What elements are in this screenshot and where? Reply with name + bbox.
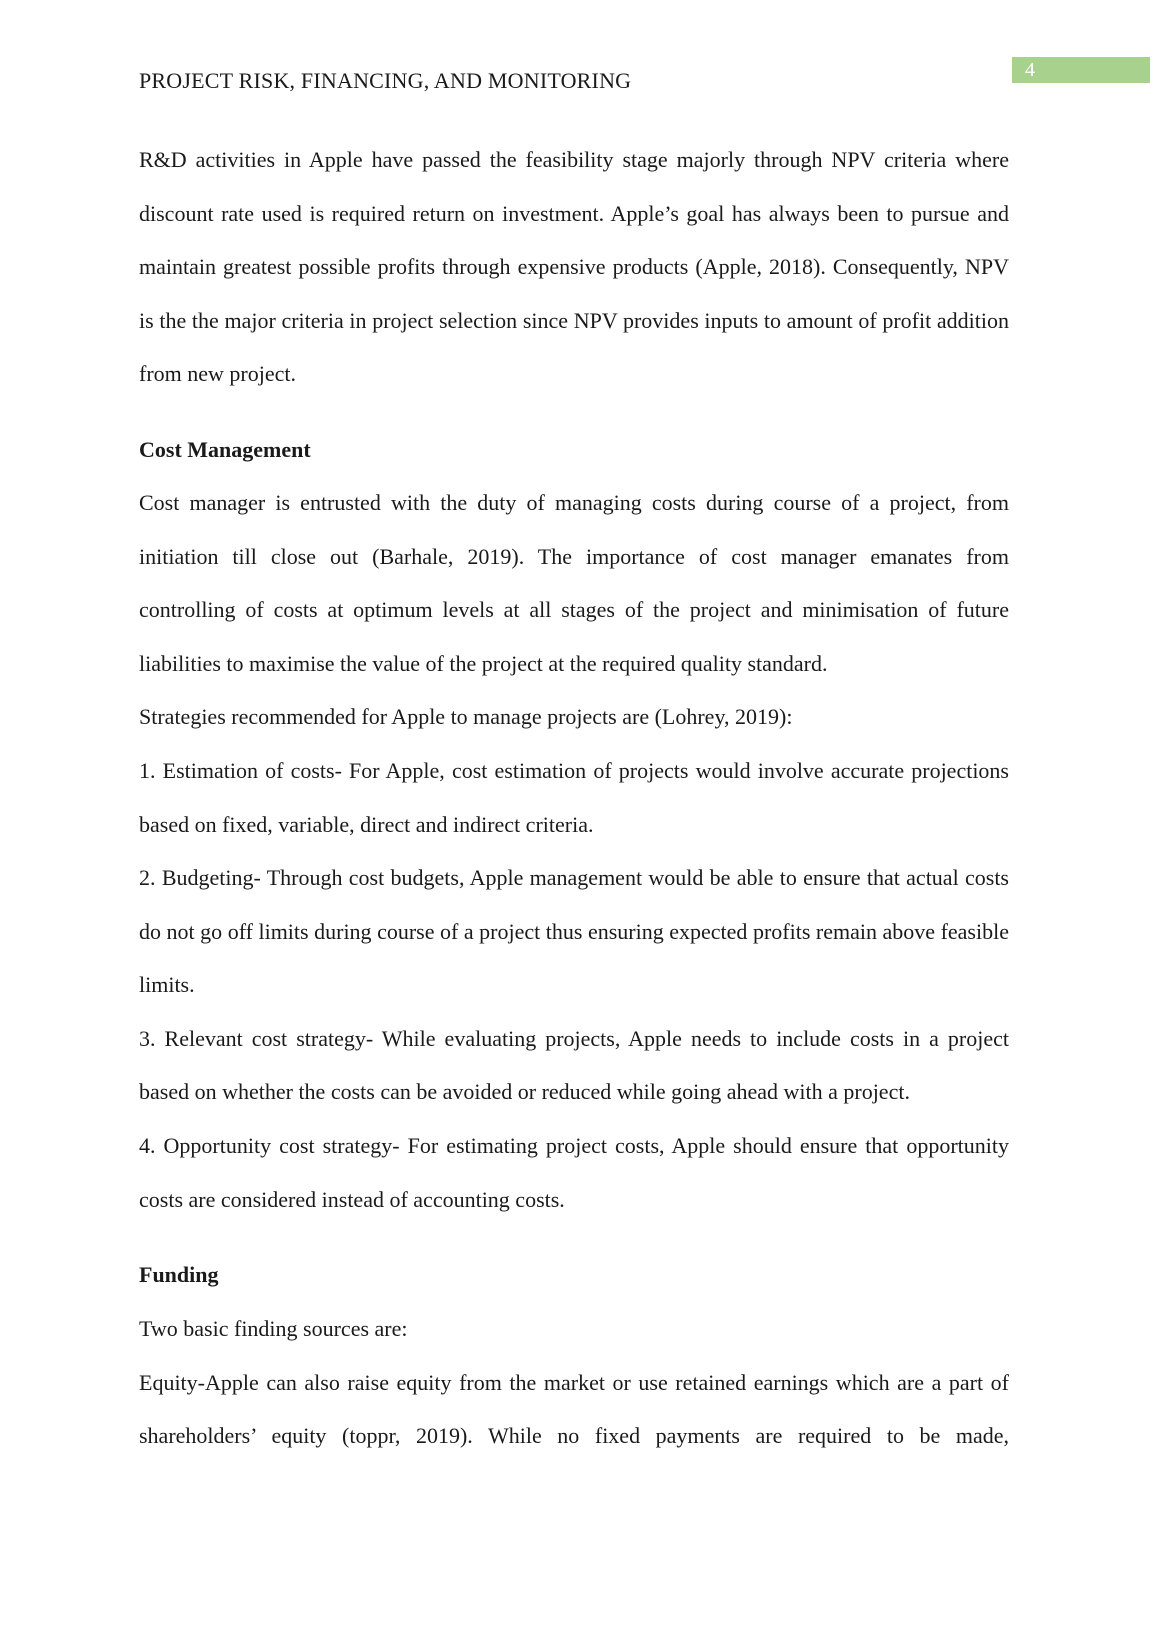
strategies-intro: Strategies recommended for Apple to manage projects are (Lohrey, 2019): [139, 704, 793, 730]
strategy-item: 1. Estimation of costs- For Apple, cost estimation of projects would involve accurate projections based on fixed, variable, direct and indirect criteria. [139, 758, 1009, 837]
funding-intro: Two basic finding sources are: [139, 1315, 408, 1341]
equity-paragraph: Equity-Apple can also raise equity from the market or use retained earnings which are a part of shareholders’ equity (toppr, 2019). While no fixed payments are required to be made, [139, 1369, 1009, 1448]
page-number: 4 [1012, 57, 1150, 83]
intro-paragraph: R&D activities in Apple have passed the feasibility stage majorly through NPV criteria where discount rate used is required return on investment. Apple’s goal has always been to pursue and maintain greatest possible profits through expensive products (Apple, 2018). Consequently, NPV is the the major criteria in project selection since NPV provides inputs to amount of profit addition from new project. [139, 147, 1009, 386]
running-head: PROJECT RISK, FINANCING, AND MONITORING [139, 68, 632, 93]
section-heading-cost-management: Cost Management [139, 436, 311, 462]
strategy-item: 2. Budgeting- Through cost budgets, Apple management would be able to ensure that actual costs do not go off limits during course of a project thus ensuring expected profits remain above feasible limits. [139, 865, 1009, 998]
cost-management-paragraph: Cost manager is entrusted with the duty of managing costs during course of a project, from initiation till close out (Barhale, 2019). The importance of cost manager emanates from controlling of costs at optimum levels at all stages of the project and minimisation of future liabilities to maximise the value of the project at the required quality standard. [139, 490, 1009, 676]
document-body [139, 133, 1009, 1463]
strategy-item: 3. Relevant cost strategy- While evaluating projects, Apple needs to include costs in a project based on whether the costs can be avoided or reduced while going ahead with a project. [139, 1025, 1009, 1105]
section-spacer [139, 1226, 1009, 1248]
section-spacer [139, 401, 1009, 423]
strategy-item: 4. Opportunity cost strategy- For estimating project costs, Apple should ensure that opportunity costs are considered instead of accounting costs. [139, 1133, 1009, 1212]
section-heading-funding: Funding [139, 1262, 219, 1288]
